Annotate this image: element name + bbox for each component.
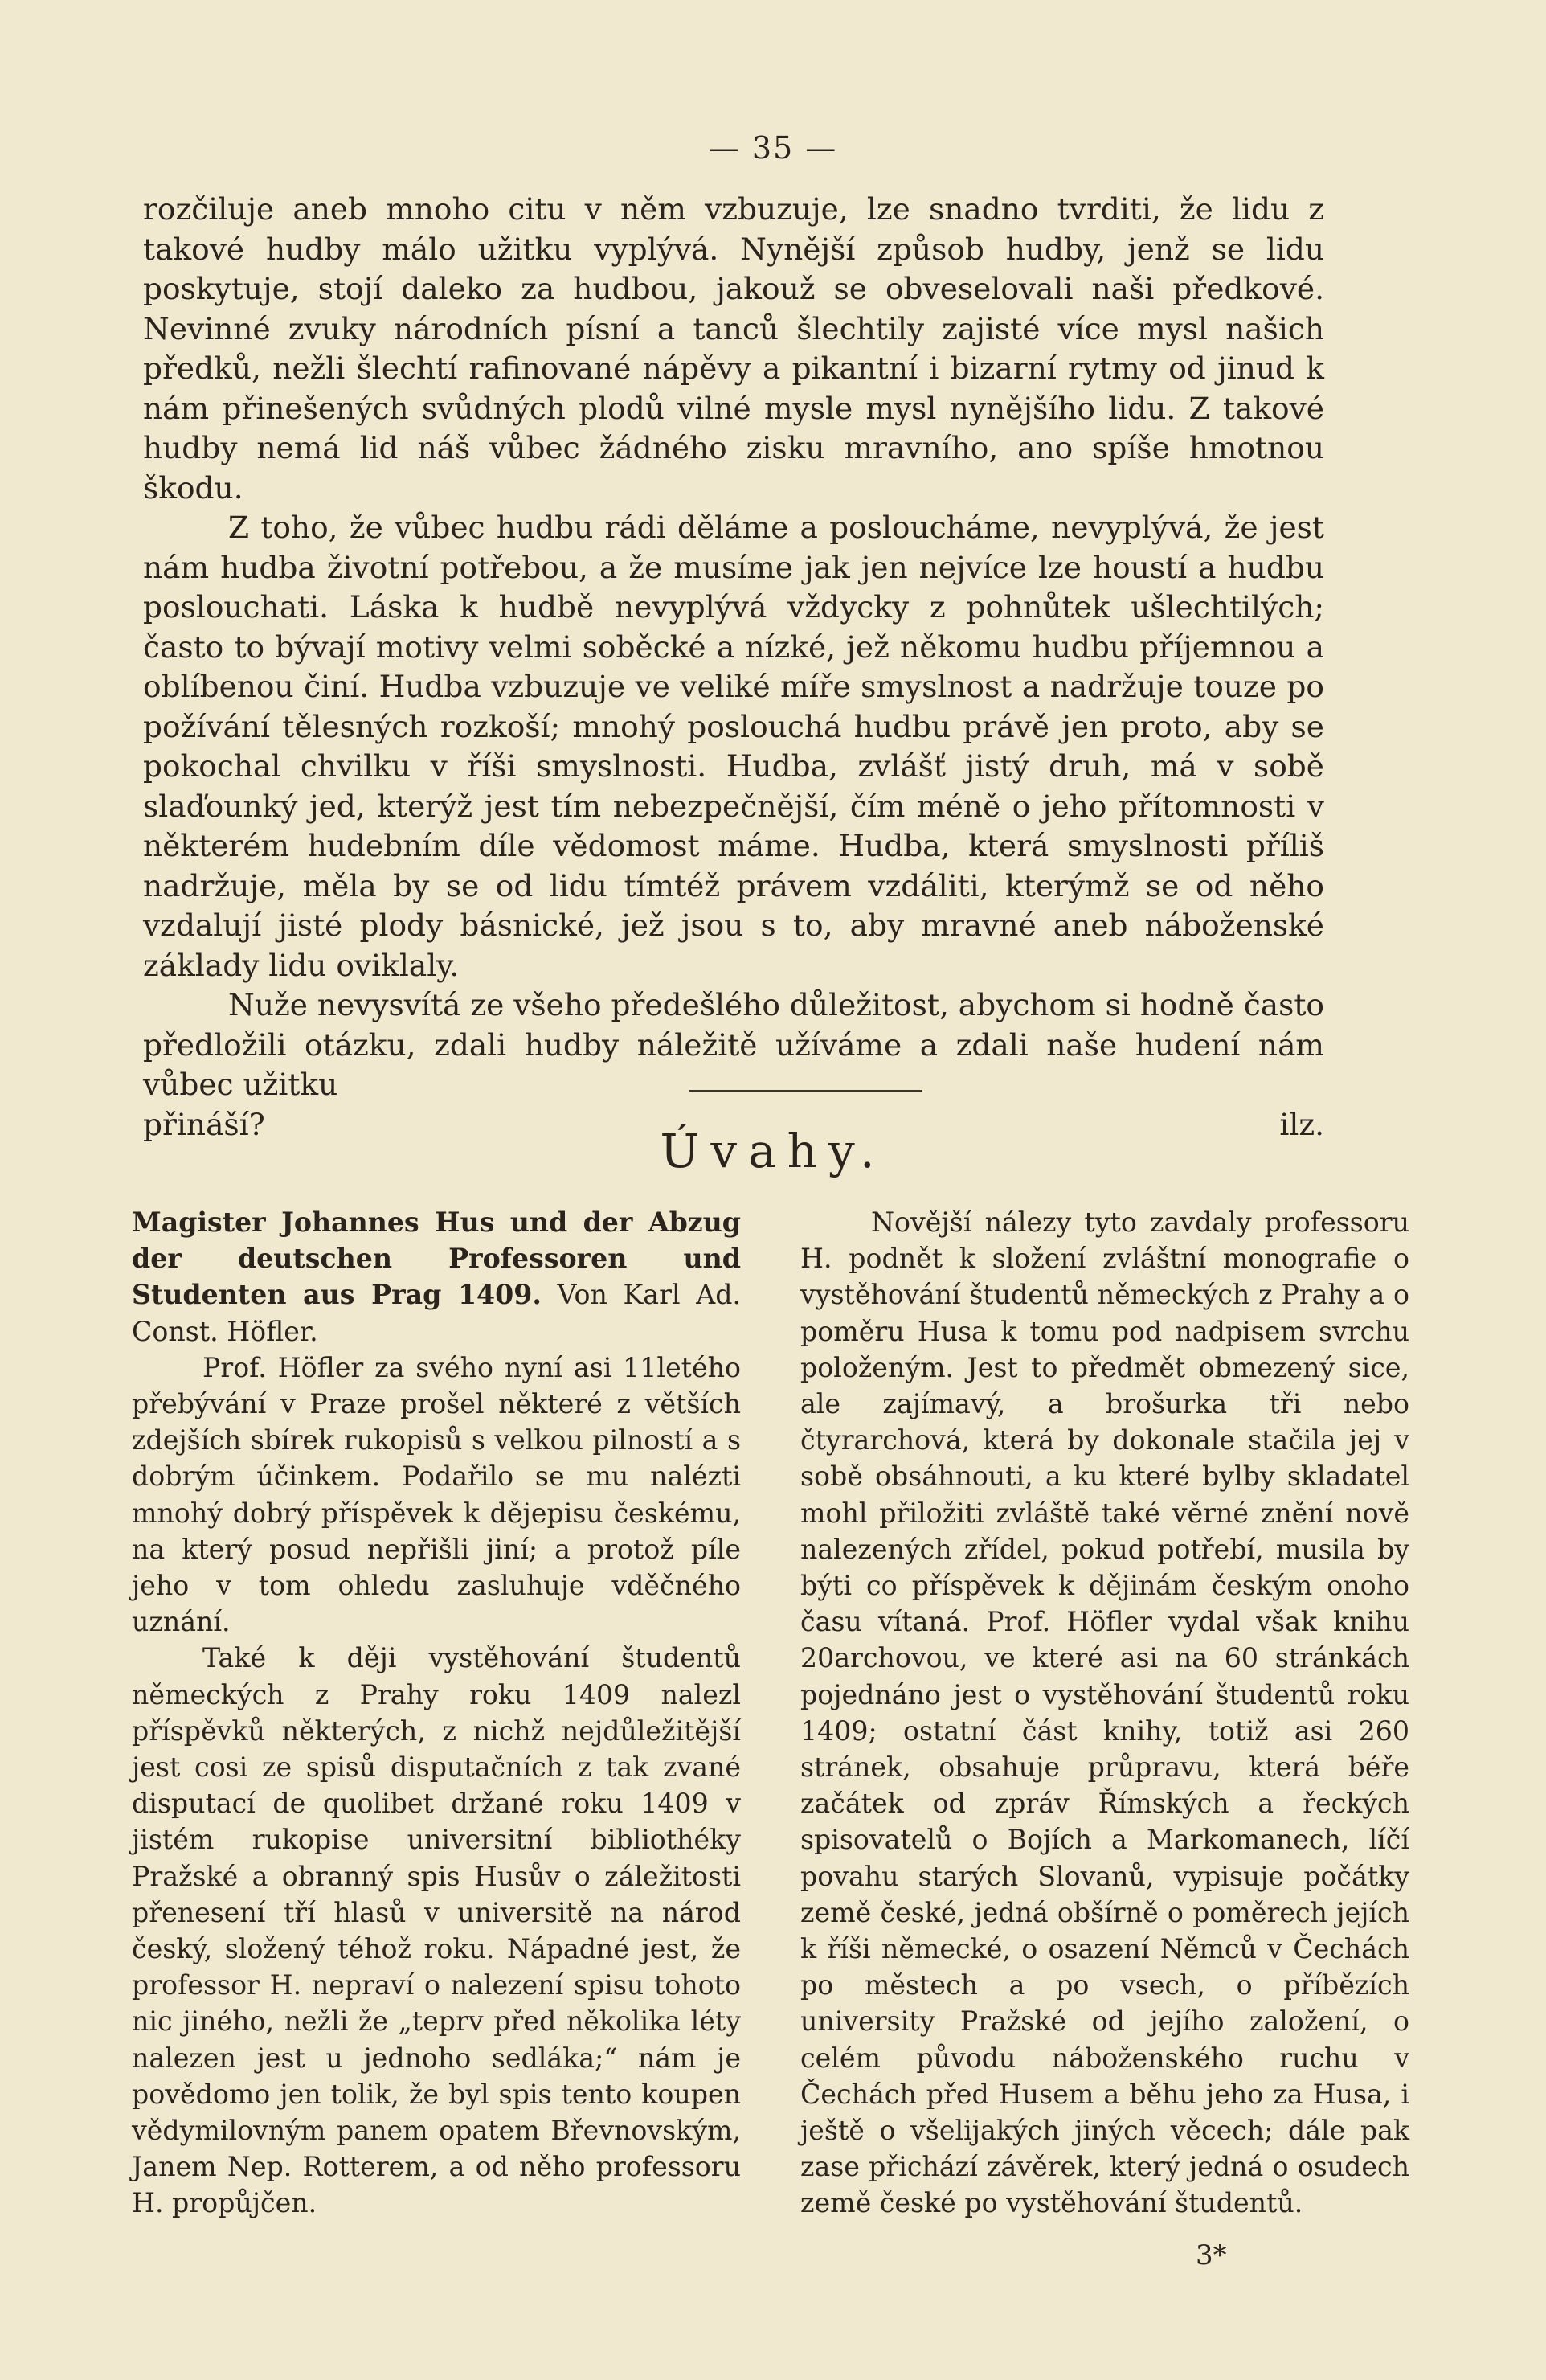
page-number: — 35 — (708, 130, 838, 166)
paragraph: Z toho, že vůbec hudbu rádi děláme a posloucháme, nevyplývá, že jest nám hudba životní potřebou, a že musíme jak jen nejvíce lze houstí a hudbu poslouchati. Láska k hudbě nevyplývá vždycky z pohnůtek ušlechtilých; často to bývají motivy velmi soběcké a nízké, jež někomu hudbu příjemnou a oblíbenou činí. Hudba vzbuzuje ve veliké míře smyslnost a nadržuje touze po požívání tělesných rozkoší; mnohý poslouchá hudbu právě jen proto, aby se pokochal chvilku v říši smyslnosti. Hudba, zvlášť jistý druh, má v sobě slaďounký jed, kterýž jest tím nebezpečnější, čím méně o jeho přítomnosti v některém hudebním díle vědomost máme. Hudba, která smyslnosti příliš nadržuje, měla by se od lidu tímtéž právem vzdáliti, kterýmž se od něho vzdalují jisté plody básnické, jež jsou s to, aby mravné aneb náboženské základy lidu oviklaly. (143, 510, 1324, 983)
paragraph-end: přináší? (143, 1106, 265, 1142)
review-right-column (800, 1204, 1409, 2222)
paragraph: rozčiluje aneb mnoho citu v něm vzbuzuje, lze snadno tvrditi, že lidu z takové hudby málo užitku vyplývá. Nynější způsob hudby, jenž se lidu poskytuje, stojí daleko za hudbou, jakouž se obveselovali naši předkové. Nevinné zvuky národních písní a tanců šlechtily zajisté více mysl našich předků, nežli šlechtí rafinované nápěvy a pikantní i bizarní rytmy od jinud k nám přinešených svůdných plodů vilné mysle mysl nynějšího lidu. Z takové hudby nemá lid náš vůbec žádného zisku mravního, ano spíše hmotnou škodu. (143, 191, 1324, 506)
book-citation (132, 1204, 741, 1350)
signature-mark: 3* (1196, 2239, 1227, 2271)
essay-conclusion (143, 190, 1324, 1145)
book-title: Magister Johannes Hus und der Abzug der deutschen Professoren und Studenten aus Prag 1409. (132, 1206, 741, 1311)
paragraph: Také k ději vystěhování študentů německých z Prahy roku 1409 nalezl příspěvků některých, z nichž nejdůležitější jest cosi ze spisů disputačních z tak zvané disputací de quolibet držané roku 1409 v jistém rukopise universitní bibliothéky Pražské a obranný spis Husův o záležitosti přenesení tří hlasů v universitě na národ český, složený téhož roku. Nápadné jest, že professor H. nepraví o nalezení spisu tohoto nic jiného, nežli že „teprv před několika léty nalezen jest u jednoho sedláka;“ nám je povědomo jen tolik, že byl spis tento koupen vědymilovným panem opatem Břevnovským, Janem Nep. Rotterem, a od něho professoru H. propůjčen. (132, 1642, 741, 2219)
paragraph: Prof. Höfler za svého nyní asi 11letého přebývání v Praze prošel některé z větších zdejších sbírek rukopisů s velkou pilností a s dobrým účinkem. Podařilo se mu nalézti mnohý dobrý příspěvek k dějepisu českému, na který posud nepřišli jiní; a protož píle jeho v tom ohledu zasluhuje vděčného uznání. (132, 1351, 741, 1638)
section-heading: Úvahy. (660, 1124, 886, 1178)
section-divider (689, 1090, 922, 1092)
book-author: Von Karl Ad. Const. Höfler. (132, 1279, 741, 1347)
paragraph: Novější nálezy tyto zavdaly professoru H. podnět k složení zvláštní monografie o vystěhování študentů německých z Prahy a o poměru Husa k tomu pod nadpisem svrchu položeným. Jest to předmět obmezený sice, ale zajímavý, a brošurka tři nebo čtyrarchová, která by dokonale stačila jej v sobě obsáhnouti, a ku které bylby skladatel mohl přiložiti zvláště také věrné znění nově nalezených zřídel, pokud potřebí, musila by býti co příspěvek k dějinám českým onoho času vítaná. Prof. Höfler vydal však knihu 20archovou, ve které asi na 60 stránkách pojednáno jest o vystěhování študentů roku 1409; ostatní část knihy, totiž asi 260 stránek, obsahuje průpravu, která béře začátek od zpráv Římských a řeckých spisovatelů o Bojích a Markomanech, líčí povahu starých Slovanů, vypisuje počátky země české, jedná obšírně o poměrech jejích k říši německé, o osazení Němců v Čechách po městech a po vsech, o příbězích university Pražské od jejího založení, o celém původu náboženského ruchu v Čechách před Husem a běhu jeho za Husa, i ještě o všelijakých jiných věcech; dále pak zase přichází závěrek, který jedná o osudech země české po vystěhování študentů. (800, 1206, 1409, 2219)
paragraph: Nuže nevysvítá ze všeho předešlého důležitost, abychom si hodně často předložili otázku, zdali hudby náležitě užíváme a zdali naše hudení nám vůbec užitku (143, 987, 1324, 1102)
author-signature: ilz. (1279, 1106, 1324, 1142)
review-left-column (132, 1204, 741, 2222)
